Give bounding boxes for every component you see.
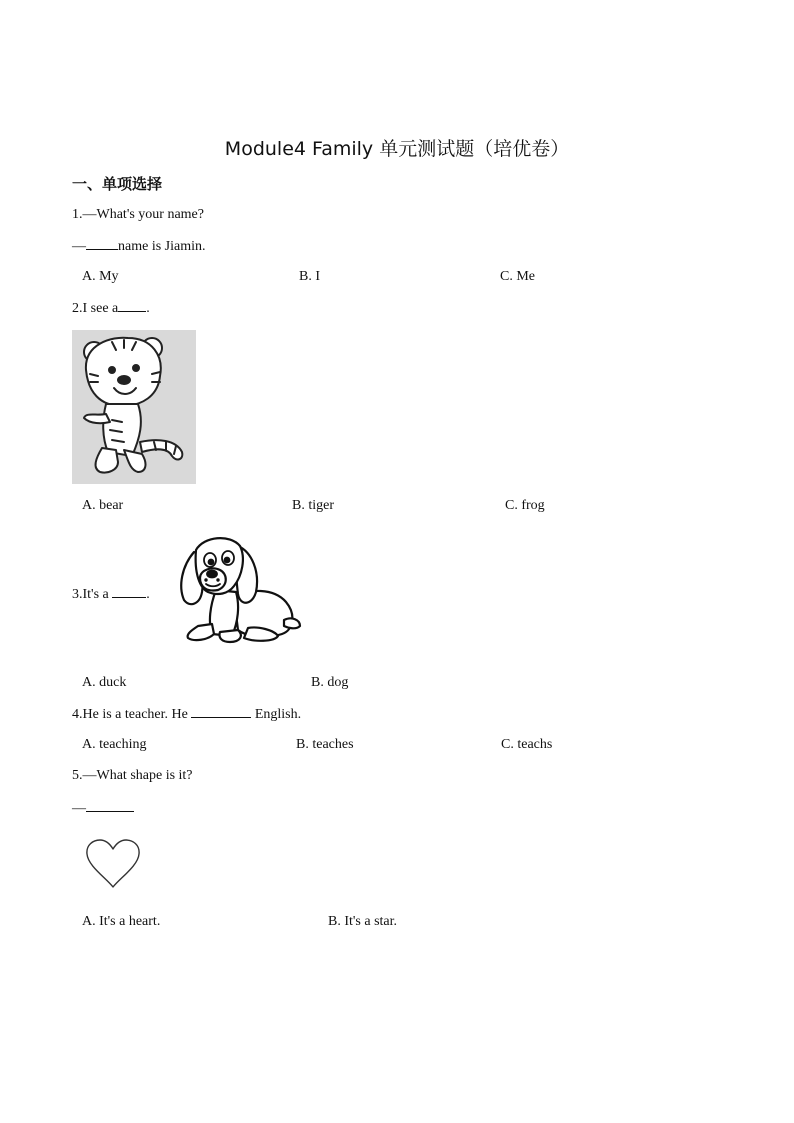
- q2-option-a[interactable]: A. bear: [82, 498, 124, 513]
- q5-answer-prefix: —: [72, 801, 86, 816]
- q2-option-c[interactable]: C. frog: [505, 498, 545, 513]
- q1-option-a[interactable]: A. My: [82, 269, 119, 284]
- q3-option-a[interactable]: A. duck: [82, 675, 127, 690]
- heart-outline: [84, 838, 142, 890]
- q4-option-a[interactable]: A. teaching: [82, 737, 147, 752]
- q1-option-c[interactable]: C. Me: [500, 269, 535, 284]
- q2-blank[interactable]: [118, 298, 146, 312]
- q4-blank[interactable]: [191, 704, 251, 718]
- q3-blank[interactable]: [112, 584, 146, 598]
- q3-question-suffix: .: [146, 587, 150, 602]
- q4-question-prefix: 4.He is a teacher. He: [72, 707, 192, 722]
- q4-question-suffix: English.: [251, 707, 302, 722]
- q3-question: [72, 584, 150, 605]
- q1-blank[interactable]: [86, 236, 118, 250]
- q5-answer-line: [72, 798, 134, 819]
- q1-answer-line: [72, 236, 206, 257]
- dog-drawing: [178, 530, 302, 648]
- section-heading: 一、单项选择: [72, 175, 163, 193]
- q5-question: 5.—What shape is it?: [72, 768, 193, 783]
- tiger-drawing: [72, 330, 196, 484]
- q2-question-suffix: .: [146, 301, 150, 316]
- q5-option-b[interactable]: B. It's a star.: [328, 914, 398, 929]
- q2-question: [72, 298, 150, 319]
- q4-question: [72, 704, 301, 725]
- q5-option-a[interactable]: A. It's a heart.: [82, 914, 161, 929]
- q4-option-b[interactable]: B. teaches: [296, 737, 354, 752]
- q2-question-prefix: 2.I see a: [72, 301, 119, 316]
- q3-question-prefix: 3.It's a: [72, 587, 113, 602]
- q5-blank[interactable]: [86, 798, 134, 812]
- q1-answer-suffix: name is Jiamin.: [118, 239, 206, 254]
- q1-answer-prefix: —: [72, 239, 86, 254]
- q1-question: 1.—What's your name?: [72, 207, 204, 222]
- q2-option-b[interactable]: B. tiger: [292, 498, 334, 513]
- page-title: Module4 Family 单元测试题（培优卷）: [224, 138, 570, 160]
- q1-option-b[interactable]: B. I: [299, 269, 320, 284]
- q4-option-c[interactable]: C. teachs: [501, 737, 553, 752]
- q3-option-b[interactable]: B. dog: [311, 675, 349, 690]
